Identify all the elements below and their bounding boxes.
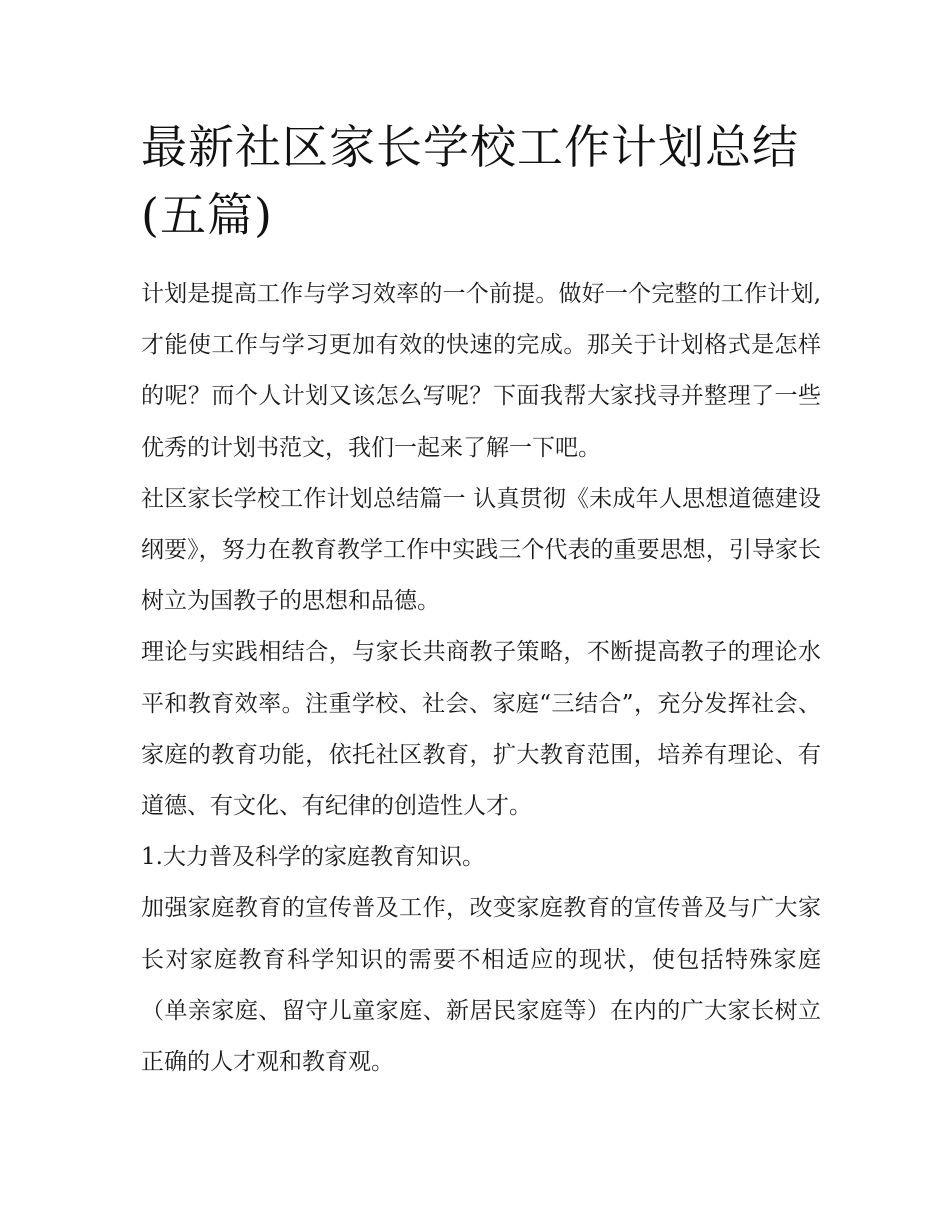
paragraph-chapter-one: 社区家长学校工作计划总结篇一 认真贯彻《未成年人思想道德建设纲要》，努力在教育教学工作中实践三个代表的重要思想，引导家长树立为国教子的思想和品德。 [141,485,821,615]
document-content [141,113,821,1088]
paragraph-theory-practice: 理论与实践相结合，与家长共商教子策略，不断提高教子的理论水平和教育效率。注重学校、社会、家庭“三结合”，充分发挥社会、家庭的教育功能，依托社区教育，扩大教育范围，培养有理论、有道德、有文化、有纪律的创造性人才。 [141,639,821,820]
paragraph-item-one-heading: 1.大力普及科学的家庭教育知识。 [141,844,485,871]
paragraph-intro: 计划是提高工作与学习效率的一个前提。做好一个完整的工作计划,才能使工作与学习更加有效的快速的完成。那关于计划格式是怎样的呢？而个人计划又该怎么写呢？下面我帮大家找寻并整理了一些优秀的计划书范文，我们一起来了解一下吧。 [141,281,821,461]
document-body [141,269,821,1088]
paragraph-promotion: 加强家庭教育的宣传普及工作，改变家庭教育的宣传普及与广大家长对家庭教育科学知识的需要不相适应的现状，使包括特殊家庭（单亲家庭、留守儿童家庭、新居民家庭等）在内的广大家长树立正确的人才观和教育观。 [141,895,821,1076]
document-title: 最新社区家长学校工作计划总结(五篇) [141,120,799,242]
